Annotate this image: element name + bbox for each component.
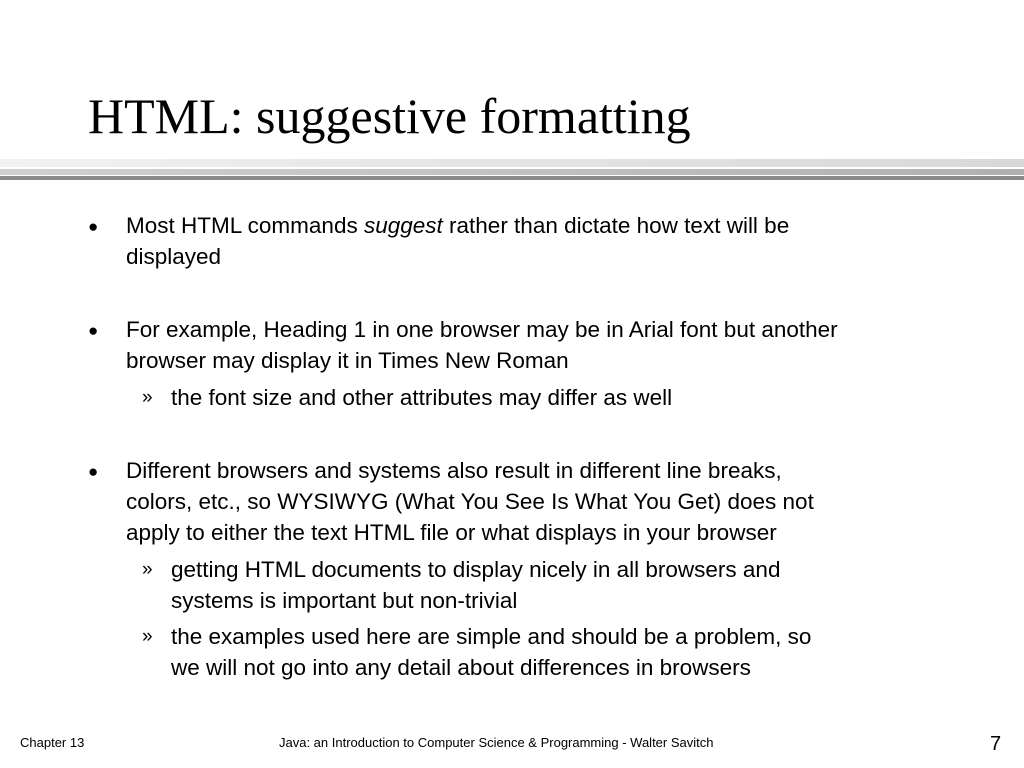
bullet-text-3-line-3: apply to either the text HTML file or what displays in your browser xyxy=(126,520,777,545)
bullet-1-text-start: Most HTML commands xyxy=(126,213,364,238)
divider-band-mid xyxy=(0,169,1024,175)
footer-chapter: Chapter 13 xyxy=(20,735,85,750)
bullet-text-1-line-2: displayed xyxy=(126,244,222,269)
slide-title: HTML: suggestive formatting xyxy=(88,88,691,144)
sub-bullet-text-3-1-line-1: getting HTML documents to display nicely in all browsers and xyxy=(171,557,781,582)
sub-bullet-text-2-1: the font size and other attributes may differ as well xyxy=(171,385,673,410)
sub-bullet-chevron-icon: » xyxy=(142,559,153,580)
sub-bullet-text-3-2-line-1: the examples used here are simple and should be a problem, so xyxy=(171,624,812,649)
emphasis-suggest: suggest xyxy=(363,213,443,238)
sub-bullet-chevron-icon: » xyxy=(142,626,153,647)
sub-bullet-chevron-icon: » xyxy=(142,387,153,408)
divider-band-dark xyxy=(0,176,1024,180)
bullet-text-2-line-1: For example, Heading 1 in one browser may be in Arial font but another xyxy=(126,317,838,342)
bullet-dot-icon: ● xyxy=(88,462,99,481)
bullet-text-2-line-2: browser may display it in Times New Roman xyxy=(126,348,569,373)
footer-book-title: Java: an Introduction to Computer Science & Programming - Walter Savitch xyxy=(279,735,714,750)
bullet-text-1 xyxy=(126,210,956,241)
bullet-dot-icon: ● xyxy=(88,321,99,340)
sub-bullet-text-3-2-line-2: we will not go into any detail about differences in browsers xyxy=(171,655,751,680)
bullet-dot-icon: ● xyxy=(88,217,99,236)
page-number: 7 xyxy=(990,733,1002,755)
divider-band-light xyxy=(0,159,1024,167)
sub-bullet-text-3-1-line-2: systems is important but non-trivial xyxy=(171,588,518,613)
bullet-text-3-line-1: Different browsers and systems also result in different line breaks, xyxy=(126,458,782,483)
title-divider xyxy=(0,159,1024,181)
bullet-1-text-end: rather than dictate how text will be xyxy=(442,213,790,238)
bullet-text-3-line-2: colors, etc., so WYSIWYG (What You See Is What You Get) does not xyxy=(126,489,814,514)
